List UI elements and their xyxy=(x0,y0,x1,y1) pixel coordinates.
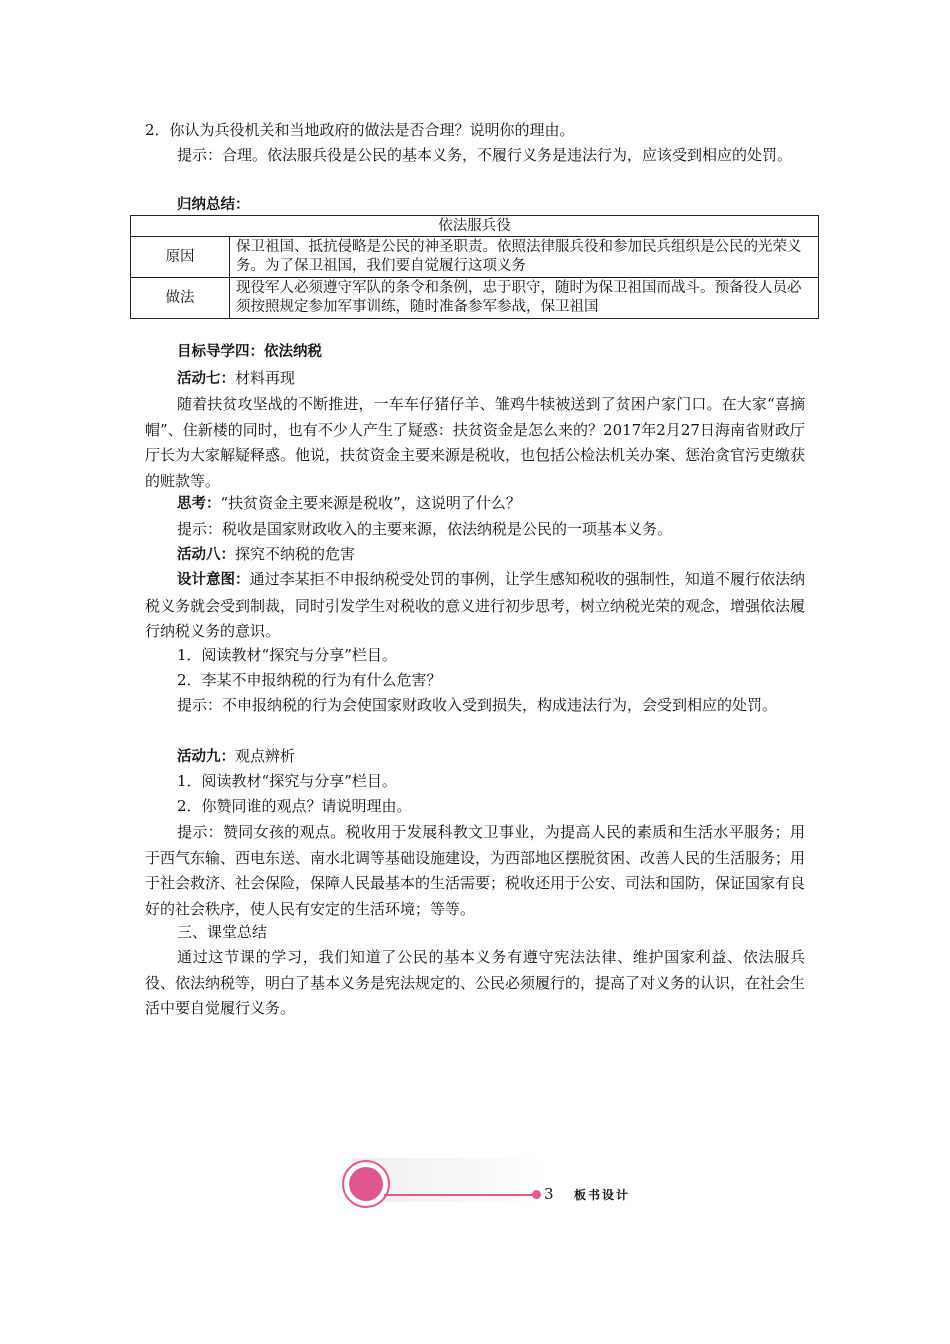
summary-title: 归纳总结： xyxy=(177,197,250,213)
hint-8: 提示：不申报纳税的行为会使国家财政收入受到损失，构成违法行为，会受到相应的处罚。 xyxy=(177,696,778,714)
hint-9: 提示：赞同女孩的观点。税收用于发展科教文卫事业，为提高人民的素质和生活水平服务；用于西气东输、西电东送、南水北调等基础设施建设，为西部地区摆脱贫困、改善人民的生活服务；用于社会救济、社会保险，保障人民最基本的生活需要；税收还用于公安、司法和国防，保证国家有良好的社会秩序，使人民有安定的生活环境；等等。 xyxy=(145,823,806,918)
summary-table xyxy=(130,215,819,319)
table-header-row xyxy=(131,216,819,237)
table-row xyxy=(131,278,819,319)
conclusion-title: 三、课堂总结 xyxy=(177,923,268,941)
activity-9-heading xyxy=(177,744,837,771)
design-label: 设计意图： xyxy=(177,572,250,588)
hint-7: 提示：税收是国家财政收入的主要来源，依法纳税是公民的一项基本义务。 xyxy=(177,520,673,538)
activity-7-name: 材料再现 xyxy=(235,369,296,387)
activity-9-question-2: 2．你赞同谁的观点？请说明理由。 xyxy=(177,797,412,815)
activity-7-heading xyxy=(177,366,837,393)
think-line xyxy=(177,491,837,518)
activity-9-label: 活动九： xyxy=(177,749,235,765)
think-label: 思考： xyxy=(177,496,221,512)
table-header: 依法服兵役 xyxy=(131,216,819,237)
activity-8-heading xyxy=(177,542,837,569)
conclusion-paragraph: 通过这节课的学习，我们知道了公民的基本义务有遵守宪法法律、维护国家利益、依法服兵役、依法纳税等，明白了基本义务是宪法规定的、公民必须履行的，提高了对义务的认识，在社会生活中要自觉履行义务。 xyxy=(145,948,806,1017)
design-text: 通过李某拒不申报纳税受处罚的事例，让学生感知税收的强制性，知道不履行依法纳税义务就会受到制裁，同时引发学生对税收的意义进行初步思考，树立纳税光荣的观念，增强依法履行纳税义务的意识。 xyxy=(145,570,806,640)
material-paragraph: 随着扶贫攻坚战的不断推进，一车车仔猪仔羊、雏鸡牛犊被送到了贫困户家门口。在大家“喜摘帽”、住新楼的同时，也有不少人产生了疑惑：扶贫资金是怎么来的？2017年2月27日海南省财政厅厅长为大家解疑释惑。他说，扶贫资金主要来源是税收，也包括公检法机关办案、惩治贪官污吏缴获的赃款等。 xyxy=(145,395,806,490)
activity-8-label: 活动八： xyxy=(177,547,235,563)
row-content: 保卫祖国、抵抗侵略是公民的神圣职责。依照法律服兵役和参加民兵组织是公民的光荣义务。为了保卫祖国，我们要自觉履行这项义务 xyxy=(230,237,819,278)
activity-8-question-2: 2．李某不申报纳税的行为有什么危害？ xyxy=(177,671,442,689)
activity-9-name: 观点辨析 xyxy=(235,747,296,765)
section-title: 目标导学四：依法纳税 xyxy=(177,344,322,360)
hint-paragraph xyxy=(145,143,805,169)
row-content: 现役军人必须遵守军队的条令和条例，忠于职守，随时为保卫祖国而战斗。预备役人员必须按照规定参加军事训练，随时准备参军参战，保卫祖国 xyxy=(230,278,819,319)
design-paragraph xyxy=(145,567,805,645)
activity-8-name: 探究不纳税的危害 xyxy=(235,545,356,563)
row-label: 原因 xyxy=(131,237,230,278)
footer-line xyxy=(384,1194,534,1196)
question-2: 2．你认为兵役机关和当地政府的做法是否合理？说明你的理由。 xyxy=(145,121,575,139)
activity-7-label: 活动七： xyxy=(177,371,235,387)
row-label: 做法 xyxy=(131,278,230,319)
activity-8-question-1: 1．阅读教材“探究与分享”栏目。 xyxy=(177,646,397,664)
table-row xyxy=(131,237,819,278)
think-text: “扶贫资金主要来源是税收”，这说明了什么？ xyxy=(220,494,521,512)
activity-9-question-1: 1．阅读教材“探究与分享”栏目。 xyxy=(177,772,397,790)
footer-circle-fill xyxy=(349,1167,383,1201)
footer-dot-icon xyxy=(532,1190,541,1199)
page-number: 3 xyxy=(544,1185,554,1203)
hint-text: 提示：合理。依法服兵役是公民的基本义务，不履行义务是违法行为，应该受到相应的处罚。 xyxy=(177,146,793,164)
footer-label: 板书设计 xyxy=(574,1188,631,1202)
